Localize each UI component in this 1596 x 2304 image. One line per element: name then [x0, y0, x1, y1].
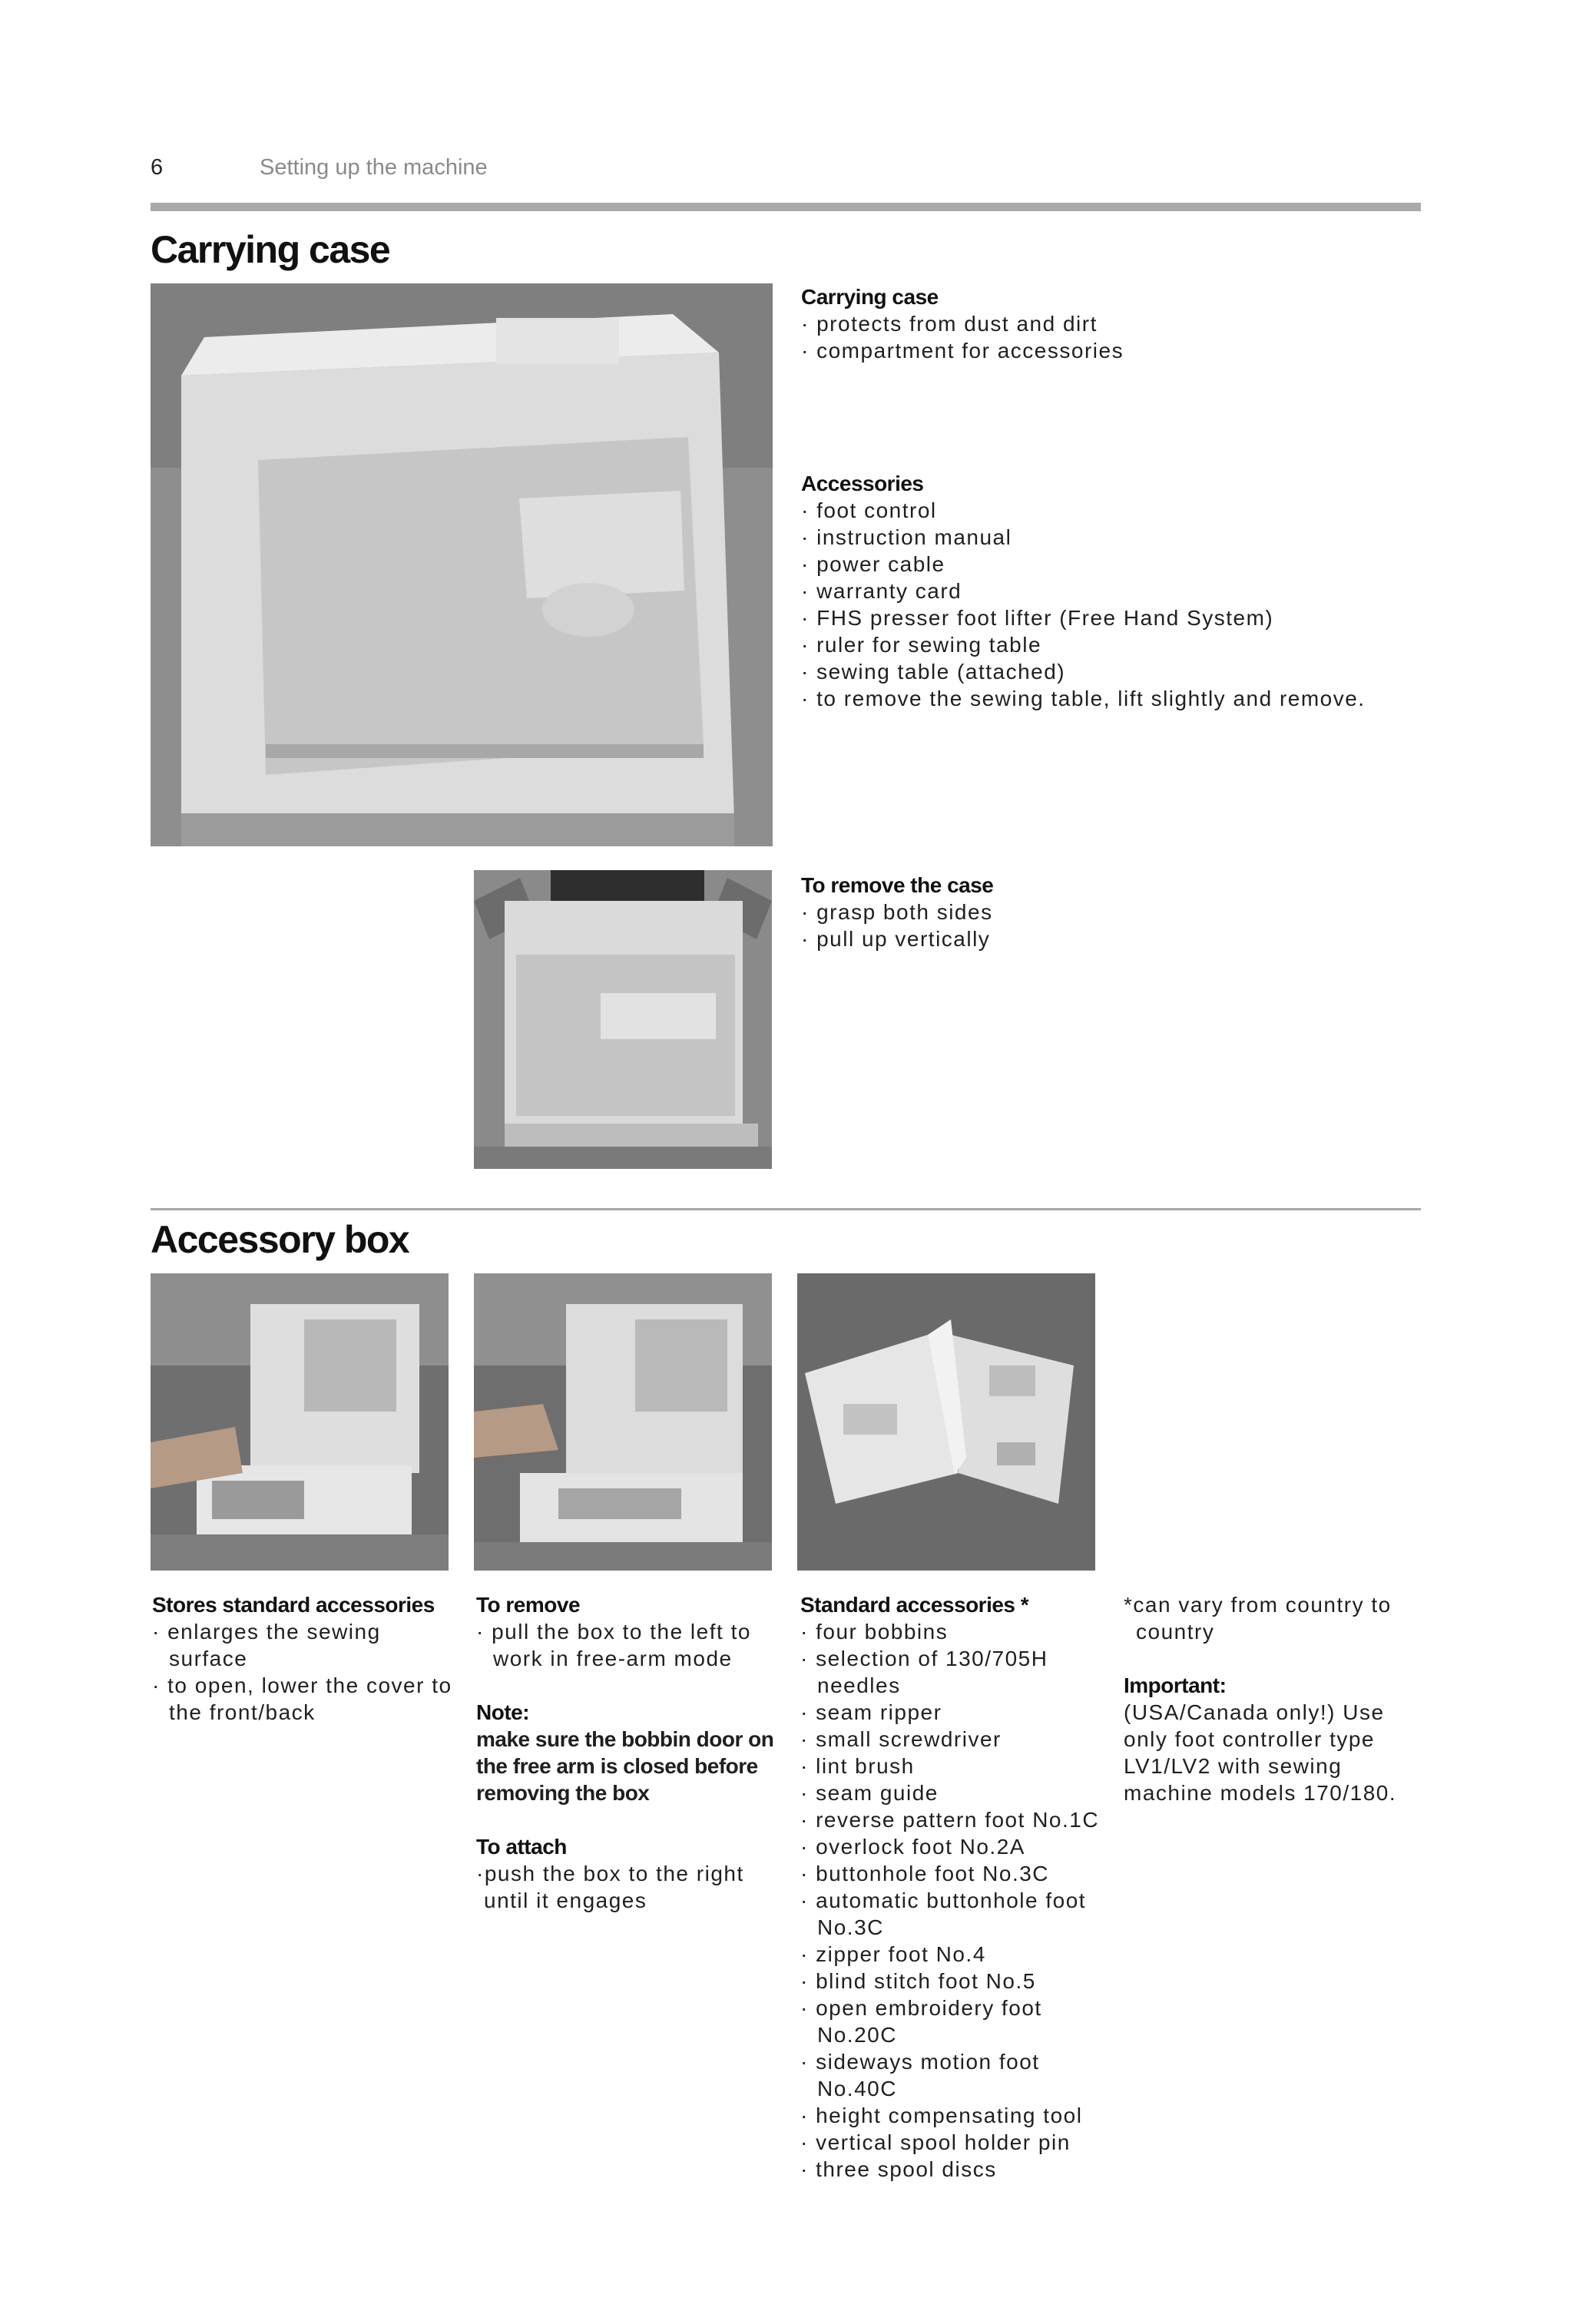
important-text: (USA/Canada only!) Use only foot controller type LV1/LV2 with sewing machine models 170/180. [1124, 1700, 1397, 1805]
list-item: · warranty card [801, 578, 1431, 604]
carrying-case-photo [151, 283, 773, 846]
accessory-box-photo-2 [474, 1273, 772, 1571]
list-item: · compartment for accessories [801, 337, 1416, 364]
list-item: · grasp both sides [801, 899, 1416, 925]
remove-case-heading: To remove the case [801, 873, 994, 897]
list-item: · to remove the sewing table, lift slightly and remove. [801, 685, 1431, 712]
list-item: · power cable [801, 551, 1431, 578]
list-item: · buttonhole foot No.3C [800, 1860, 1108, 1887]
note-text: make sure the bobbin door on the free arm is closed before removing the box [476, 1727, 774, 1805]
list-item: · pull the box to the left to work in free-arm mode [476, 1618, 780, 1672]
remove-box-info [476, 1591, 780, 1914]
footnote-text: *can vary from country to country [1124, 1593, 1392, 1644]
stores-heading: Stores standard accessories [152, 1593, 435, 1617]
list-item: · height compensating tool [800, 2102, 1108, 2129]
list-item: · pull up vertically [801, 925, 1416, 952]
list-item: · seam ripper [800, 1699, 1108, 1726]
carrying-case-info [801, 283, 1416, 364]
attach-heading: To attach [476, 1835, 567, 1859]
list-item: · zipper foot No.4 [800, 1941, 1108, 1968]
stores-accessories-info [152, 1591, 455, 1726]
remove-case-info [801, 872, 1416, 952]
list-item: · reverse pattern foot No.1C [800, 1806, 1108, 1833]
list-item: · protects from dust and dirt [801, 310, 1416, 337]
list-item: · four bobbins [800, 1618, 1108, 1645]
carrying-case-title: Carrying case [151, 228, 390, 271]
list-item: · enlarges the sewing surface [152, 1618, 455, 1672]
remove-box-heading: To remove [476, 1593, 581, 1617]
list-item: · ruler for sewing table [801, 631, 1431, 658]
list-item: · to open, lower the cover to the front/back [152, 1672, 455, 1726]
accessory-box-title: Accessory box [151, 1218, 409, 1261]
list-item: · selection of 130/705H needles [800, 1645, 1108, 1699]
note-heading: Note: [476, 1700, 530, 1724]
list-item: · sideways motion foot No.40C [800, 2048, 1108, 2102]
accessories-info [801, 470, 1431, 712]
list-item: · lint brush [800, 1753, 1108, 1779]
accessory-box-photo-1 [151, 1273, 449, 1571]
list-item: · small screwdriver [800, 1726, 1108, 1753]
running-head: Setting up the machine [260, 155, 488, 180]
list-item: · sewing table (attached) [801, 658, 1431, 685]
list-item: · seam guide [800, 1779, 1108, 1806]
list-item: · foot control [801, 497, 1431, 524]
page-number: 6 [151, 155, 164, 180]
list-item: · FHS presser foot lifter (Free Hand System) [801, 604, 1431, 631]
list-item: · instruction manual [801, 524, 1431, 551]
important-heading: Important: [1124, 1673, 1227, 1697]
list-item: · overlock foot No.2A [800, 1833, 1108, 1860]
list-item: · automatic buttonhole foot No.3C [800, 1887, 1108, 1941]
standard-accessories-info [800, 1591, 1108, 2183]
accessory-box-photo-3 [797, 1273, 1095, 1571]
list-item: · vertical spool holder pin [800, 2129, 1108, 2156]
attach-text: ·push the box to the right until it engages [476, 1862, 744, 1912]
list-item: · open embroidery foot No.20C [800, 1994, 1108, 2048]
carrying-case-heading: Carrying case [801, 285, 939, 309]
section-rule [151, 1208, 1421, 1210]
footnote-info [1124, 1591, 1419, 1806]
list-item: · blind stitch foot No.5 [800, 1968, 1108, 1994]
list-item: · three spool discs [800, 2156, 1108, 2183]
accessories-heading: Accessories [801, 472, 924, 495]
top-rule [151, 203, 1421, 211]
remove-case-photo [474, 870, 772, 1169]
standard-heading: Standard accessories * [800, 1593, 1029, 1617]
